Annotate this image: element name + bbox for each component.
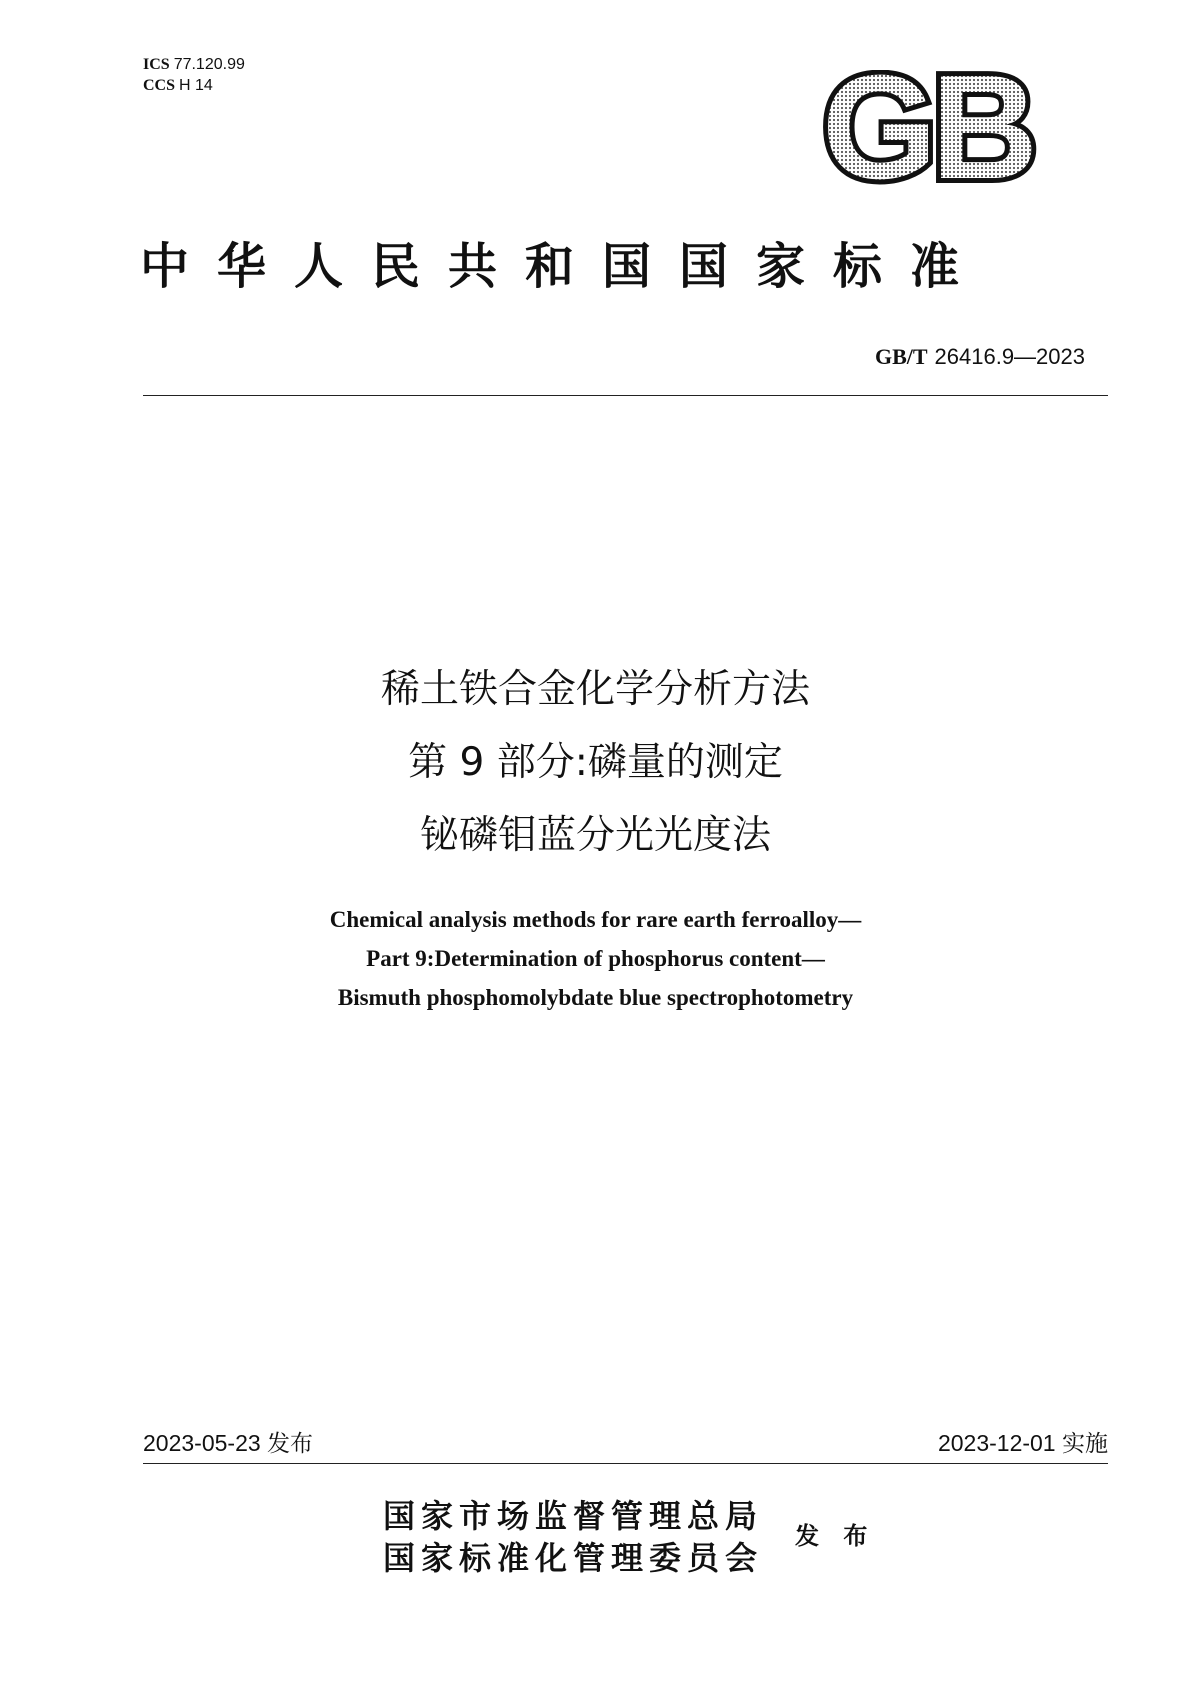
issuer-sac: 国家标准化管理委员会 [383,1539,764,1577]
ccs-line [143,75,245,96]
title-en-line: Part 9:Determination of phosphorus content— [366,946,825,971]
logo-letters: GB [822,70,1032,188]
issuer-samr: 国家市场监督管理总局 [383,1497,764,1535]
ccs-label: CCS [143,77,176,94]
title-en-line: Bismuth phosphomolybdate blue spectrophotometry [337,985,854,1010]
title-cn-line: 第 9 部分:磷量的测定 [408,740,783,785]
title-cn-line: 铋磷钼蓝分光光度法 [419,813,771,858]
title-chinese [0,653,1191,872]
title-en-line: Chemical analysis methods for rare earth ferroalloy— [329,907,862,932]
gb-logo [808,70,1046,188]
classification-codes [143,54,245,96]
publish-label: 发 布 [795,1521,876,1550]
footer-divider [143,1463,1108,1464]
standard-number-prefix: GB/T [874,344,928,369]
ics-code: 77.120.99 [173,56,245,73]
standard-name: 中华人民共和国国家标准 [140,237,988,295]
implementation-date: 2023-12-01 实施 [937,1430,1108,1456]
standard-number-value: 26416.9—2023 [934,344,1085,369]
standard-number [875,344,1085,370]
header-divider [143,395,1108,396]
issue-date: 2023-05-23 发布 [143,1430,314,1456]
title-cn-line: 稀土铁合金化学分析方法 [380,667,810,712]
issuing-authorities [383,1495,763,1579]
ccs-code: H 14 [179,77,213,94]
title-english [0,900,1191,1017]
ics-label: ICS [143,56,170,73]
ics-line [143,54,245,75]
